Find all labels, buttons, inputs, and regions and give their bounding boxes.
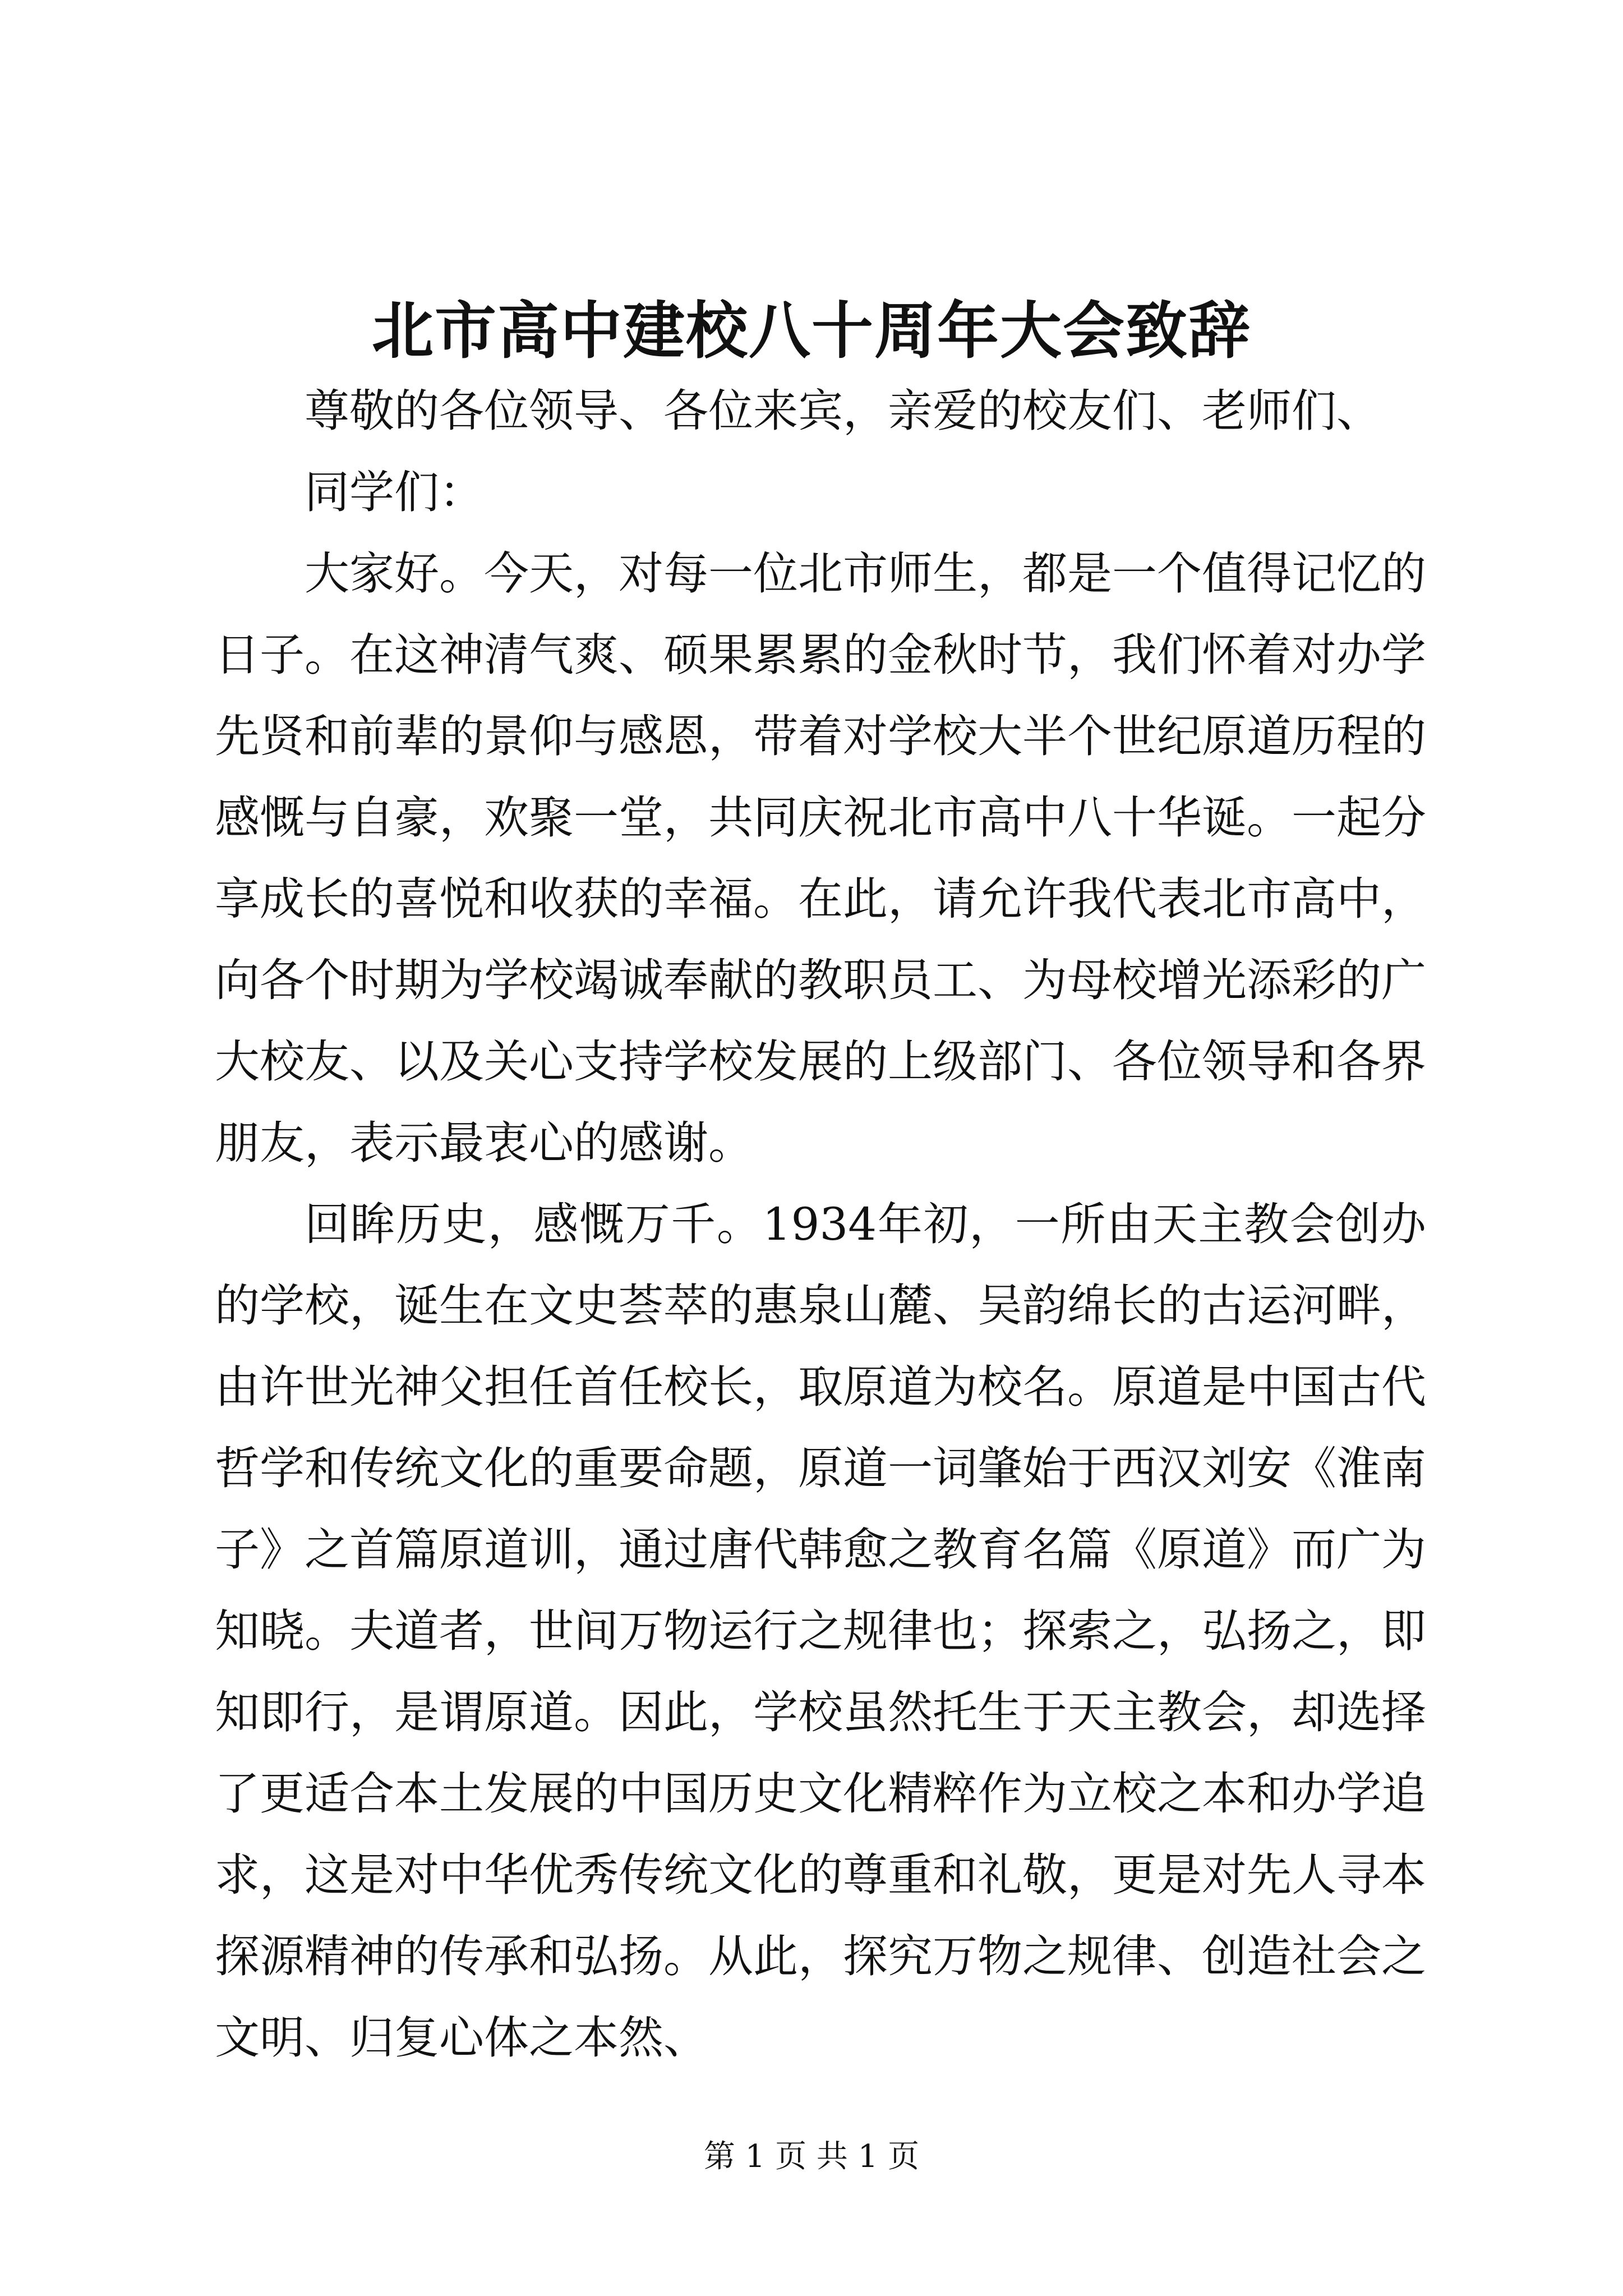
document-body xyxy=(215,370,1426,2078)
page-title: 北市高中建校八十周年大会致辞 xyxy=(372,295,1251,367)
paragraph-history: 回眸历史，感慨万千。1934年初，一所由天主教会创办的学校，诞生在文史荟萃的惠泉山麓、吴韵绵长的古运河畔，由许世光神父担任首任校长，取原道为校名。原道是中国古代哲学和传统文化的重要命题，原道一词肇始于西汉刘安《淮南子》之首篇原道训，通过唐代韩愈之教育名篇《原道》而广为知晓。夫道者，世间万物运行之规律也；探索之，弘扬之，即知即行，是谓原道。因此，学校虽然托生于天主教会，却选择了更适合本土发展的中国历史文化精粹作为立校之本和办学追求，这是对中华优秀传统文化的尊重和礼敬，更是对先人寻本探源精神的传承和弘扬。从此，探究万物之规律、创造社会之文明、归复心体之本然、 xyxy=(215,1198,1426,2064)
salutation-line-1: 尊敬的各位领导、各位来宾，亲爱的校友们、老师们、 xyxy=(305,385,1381,437)
page-footer: 第 1 页 共 1 页 xyxy=(703,2138,920,2175)
paragraph-greeting: 大家好。今天，对每一位北市师生，都是一个值得记忆的日子。在这神清气爽、硕果累累的金秋时节，我们怀着对办学先贤和前辈的景仰与感恩，带着对学校大半个世纪原道历程的感慨与自豪，欢聚一堂，共同庆祝北市高中八十华诞。一起分享成长的喜悦和收获的幸福。在此，请允许我代表北市高中，向各个时期为学校竭诚奉献的教职员工、为母校增光添彩的广大校友、以及关心支持学校发展的上级部门、各位领导和各界朋友，表示最衷心的感谢。 xyxy=(215,547,1426,1169)
salutation-line-2: 同学们： xyxy=(305,466,484,518)
